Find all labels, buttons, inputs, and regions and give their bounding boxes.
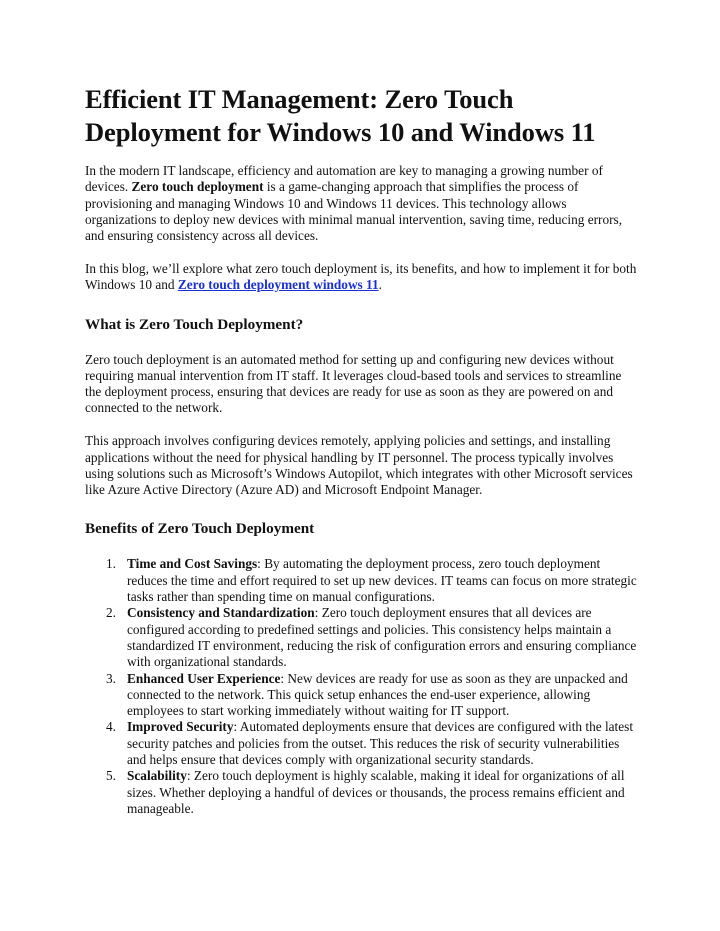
- intro-p2-text-before: In this blog, we’ll explore what zero touch deployment is, its benefits, and how to implement it for both Windows 10 and: [85, 260, 637, 293]
- list-item-term: Scalability: [127, 768, 187, 784]
- list-item-number: 5.: [106, 768, 116, 784]
- section-heading-what: What is Zero Touch Deployment?: [85, 315, 304, 333]
- document-page: [85, 83, 640, 817]
- list-item-text: : Automated deployments ensure that devices are configured with the latest security patches and policies from the outset. This reduces the risk of security vulnerabilities and helps ensure that devices comply with organizational security standards.: [127, 719, 634, 768]
- what-paragraph-2: This approach involves configuring devices remotely, applying policies and settings, and installing applications without the need for physical handling by IT personnel. The process typically involves using solutions such as Microsoft’s Windows Autopilot, which integrates with other Microsoft services like Azure Active Directory (Azure AD) and Microsoft Endpoint Manager.: [85, 433, 633, 498]
- list-item-term: Time and Cost Savings: [127, 556, 258, 572]
- list-item-text: : By automating the deployment process, zero touch deployment reduces the time and effort required to set up new devices. IT teams can focus on more strategic tasks rather than spending time on manual configurations.: [127, 556, 637, 605]
- list-item-term: Consistency and Standardization: [127, 605, 315, 621]
- list-item-term: Improved Security: [127, 719, 234, 735]
- list-item-number: 4.: [106, 719, 116, 735]
- list-item: [85, 556, 640, 605]
- list-item-number: 3.: [106, 670, 116, 686]
- list-item: [85, 719, 640, 768]
- zero-touch-windows-11-link[interactable]: Zero touch deployment windows 11: [177, 277, 379, 293]
- page-title: Efficient IT Management: Zero Touch Deployment for Windows 10 and Windows 11: [85, 84, 596, 147]
- intro-paragraph-1: [85, 163, 640, 244]
- list-item-text: : Zero touch deployment is highly scalable, making it ideal for organizations of all sizes. Whether deploying a handful of devices or thousands, the process remains efficient and manageable.: [127, 768, 625, 816]
- list-item-term: Enhanced User Experience: [127, 670, 281, 686]
- benefits-list: [85, 556, 640, 817]
- intro-p2-text-after: .: [378, 277, 382, 293]
- list-item: [85, 768, 640, 817]
- intro-p1-bold-term: Zero touch deployment: [131, 179, 264, 195]
- section-heading-benefits: Benefits of Zero Touch Deployment: [85, 520, 315, 538]
- what-paragraph-1: Zero touch deployment is an automated method for setting up and configuring new devices without requiring manual intervention from IT staff. It leverages cloud-based tools and services to streamline the deployment process, ensuring that devices are ready for use as soon as they are powered on and connected to the network.: [85, 351, 622, 416]
- list-item-number: 1.: [106, 556, 116, 572]
- list-item-text: : Zero touch deployment ensures that all devices are configured according to predefined settings and policies. This consistency helps maintain a standardized IT environment, reducing the risk of configuration errors and ensuring compliance with organizational standards.: [127, 605, 637, 670]
- list-item: [85, 605, 640, 670]
- list-item-text: : New devices are ready for use as soon as they are unpacked and connected to the network. This quick setup enhances the end-user experience, allowing employees to start working immediately without waiting for IT support.: [127, 670, 628, 719]
- intro-paragraph-2: [85, 261, 640, 294]
- intro-p1-text-before: In the modern IT landscape, efficiency and automation are key to managing a growing number of devices.: [85, 163, 603, 195]
- list-item: [85, 671, 640, 720]
- list-item-number: 2.: [106, 605, 116, 621]
- intro-p1-text-after: is a game-changing approach that simplifies the process of provisioning and managing Windows 10 and Windows 11 devices. This technology allows organizations to deploy new devices with minimal manual intervention, saving time, reducing errors, and ensuring consistency across all devices.: [85, 179, 623, 244]
